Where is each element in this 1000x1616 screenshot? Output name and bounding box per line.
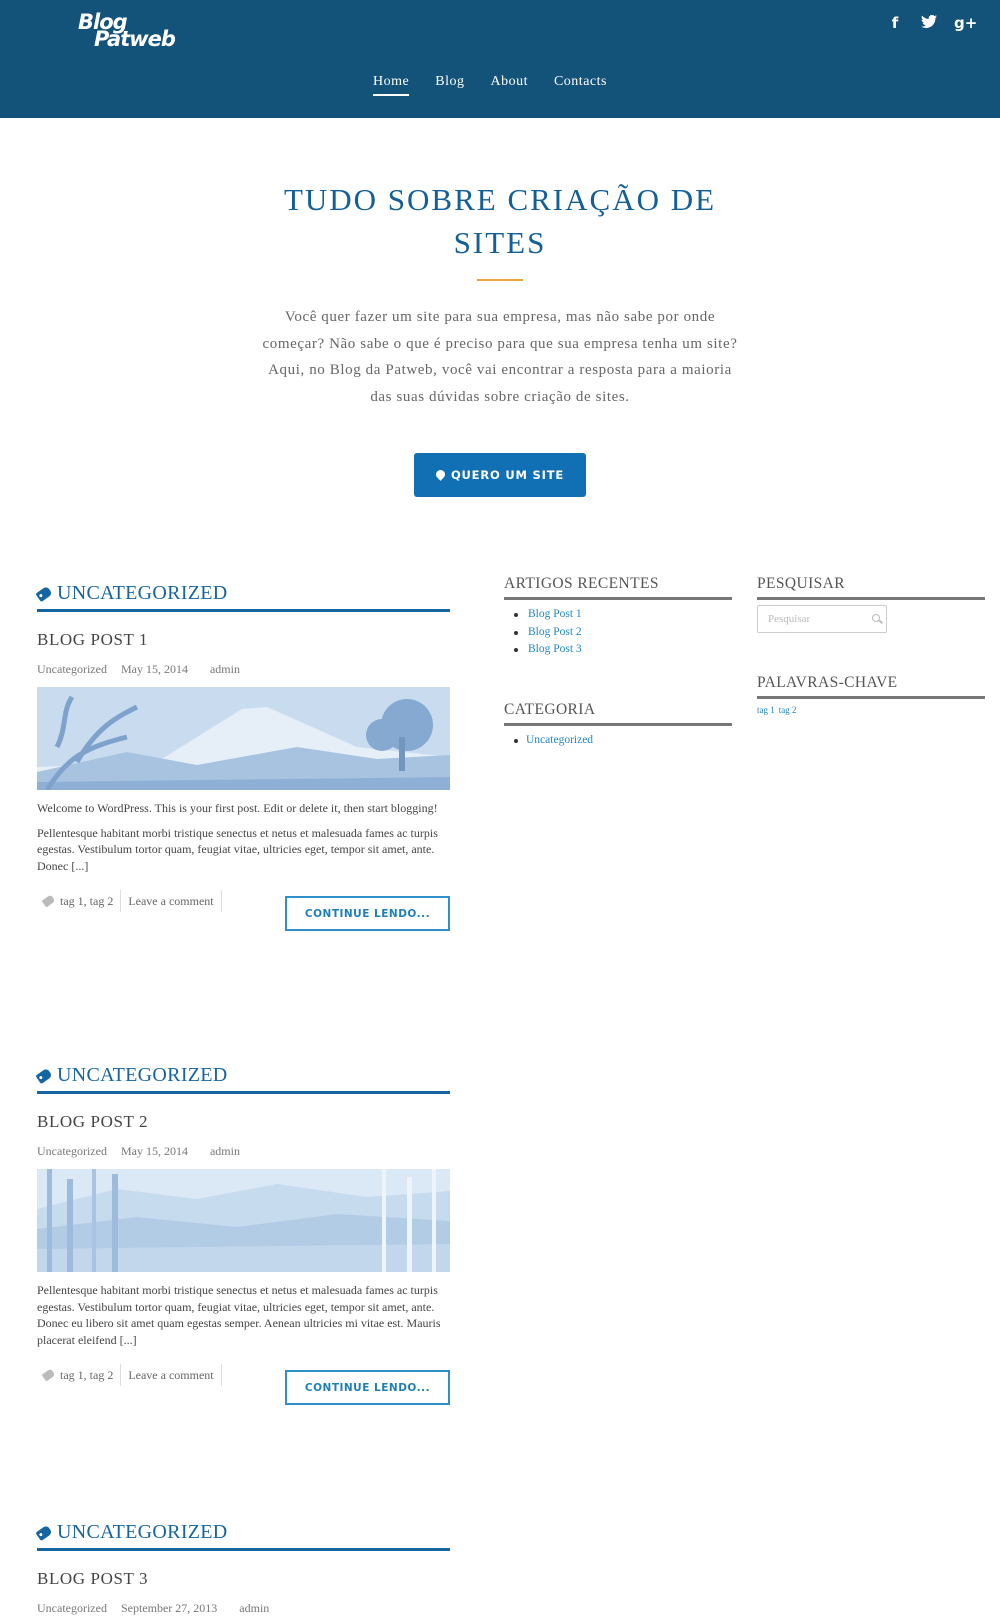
blog-post [37,1521,450,1616]
post-category-label[interactable]: UNCATEGORIZED [57,1521,228,1543]
keywords-widget [757,674,985,715]
post-tags-list[interactable]: tag 1, tag 2 [60,893,114,908]
post-excerpt-para-2: Pellentesque habitant morbi tristique senectus et netus et malesuada fames ac turpis egestas. Vestibulum tortor quam, feugiat vitae, ultricies eget, tempor sit amet, ante. Donec [...] [37,825,438,873]
post-author[interactable]: admin [239,1601,270,1615]
continue-reading-button[interactable]: CONTINUE LENDO... [285,1370,450,1405]
post-author[interactable]: admin [209,1144,240,1158]
post-meta [37,1144,450,1159]
post-category-label[interactable]: UNCATEGORIZED [57,582,228,604]
twitter-icon[interactable] [920,14,938,32]
facebook-icon[interactable]: f [891,14,899,32]
post-thumbnail-image[interactable] [37,1169,450,1272]
category-widget [504,701,732,750]
widget-title: PALAVRAS-CHAVE [757,674,985,699]
tag-icon [35,1524,52,1540]
search-input[interactable] [757,605,887,633]
leave-comment-link[interactable]: Leave a comment [128,1367,214,1382]
post-excerpt [37,800,450,874]
social-links [886,14,978,32]
search-placeholder: Pesquisar [768,613,811,625]
post-author[interactable]: admin [209,662,240,676]
post-category-header [37,1521,450,1551]
widget-title: ARTIGOS RECENTES [504,575,732,600]
post-meta-category[interactable]: Uncategorized [37,1601,107,1615]
post-title[interactable]: BLOG POST 2 [37,1112,149,1131]
recent-posts-list [504,606,732,659]
post-tags [43,1364,229,1386]
post-title[interactable]: BLOG POST 3 [37,1569,149,1588]
divider [221,890,222,912]
post-category-label[interactable]: UNCATEGORIZED [57,1064,228,1086]
widget-title: PESQUISAR [757,575,985,600]
post-meta [37,1601,450,1616]
continue-reading-button[interactable]: CONTINUE LENDO... [285,896,450,931]
post-tags-list[interactable]: tag 1, tag 2 [60,1367,114,1382]
logo-line-2: Patweb [94,27,175,51]
site-logo[interactable] [78,10,175,51]
category-link[interactable]: Uncategorized [514,732,732,750]
hero-title: TUDO SOBRE CRIAÇÃO DE SITES [283,182,717,260]
recent-post-link[interactable]: Blog Post 2 [514,624,732,642]
post-footer [37,1362,450,1398]
search-icon[interactable] [872,614,880,622]
post-excerpt [37,1282,450,1348]
tag-icon [42,895,56,908]
post-footer [37,888,450,924]
google-plus-icon[interactable]: g+ [954,14,978,32]
post-date: May 15, 2014 [120,662,188,676]
nav-item-home[interactable]: Home [373,74,409,96]
map-pin-icon [436,470,445,481]
post-excerpt-para-1: Pellentesque habitant morbi tristique senectus et netus et malesuada fames ac turpis egestas. Vestibulum tortor quam, feugiat vitae, ultricies eget, tempor sit amet, ante. Donec eu libero sit amet quam egestas semper. Aenean ultricies mi vitae est. Mauris placerat eleifend [...] [37,1283,441,1347]
tag-icon [42,1369,56,1382]
widget-title: CATEGORIA [504,701,732,726]
blog-post [37,582,450,924]
post-date: May 15, 2014 [120,1144,188,1158]
quero-um-site-button[interactable] [414,453,586,497]
tag-icon [35,1067,52,1083]
category-list [504,732,732,750]
post-meta-category[interactable]: Uncategorized [37,1144,107,1158]
hero-divider [477,279,523,281]
tag-icon [35,585,52,601]
post-meta-category[interactable]: Uncategorized [37,662,107,676]
divider [221,1364,222,1386]
nav-item-about[interactable]: About [490,74,528,89]
main-nav [0,74,1000,96]
tag-link[interactable]: tag 2 [778,705,797,715]
recent-posts-widget [504,575,732,659]
site-header [0,0,1000,118]
divider [120,890,121,912]
post-title[interactable]: BLOG POST 1 [37,630,149,649]
search-widget [757,575,985,633]
hero-description: Você quer fazer um site para sua empresa, mas não sabe por onde começar? Não sabe o que é preciso para que sua empresa tenha um site? Aqui, no Blog da Patweb, você vai encontrar a resposta para a maioria das suas dúvidas sobre criação de sites. [262,309,738,405]
post-date: September 27, 2013 [120,1601,218,1615]
leave-comment-link[interactable]: Leave a comment [128,893,214,908]
logo-line-1: Blog [78,10,127,34]
recent-post-link[interactable]: Blog Post 3 [514,641,732,659]
nav-item-contacts[interactable]: Contacts [553,74,607,89]
post-excerpt-para-1: Welcome to WordPress. This is your first post. Edit or delete it, then start blogging! [37,801,438,815]
post-tags [43,890,229,912]
post-meta [37,662,450,677]
recent-post-link[interactable]: Blog Post 1 [514,606,732,624]
post-thumbnail-image[interactable] [37,687,450,790]
tag-cloud [757,705,985,715]
divider [120,1364,121,1386]
nav-item-blog[interactable]: Blog [435,74,465,89]
blog-post [37,1064,450,1398]
post-category-header [37,1064,450,1094]
hero-button-label: QUERO UM SITE [450,468,565,482]
tag-link[interactable]: tag 1 [757,705,775,715]
post-category-header [37,582,450,612]
